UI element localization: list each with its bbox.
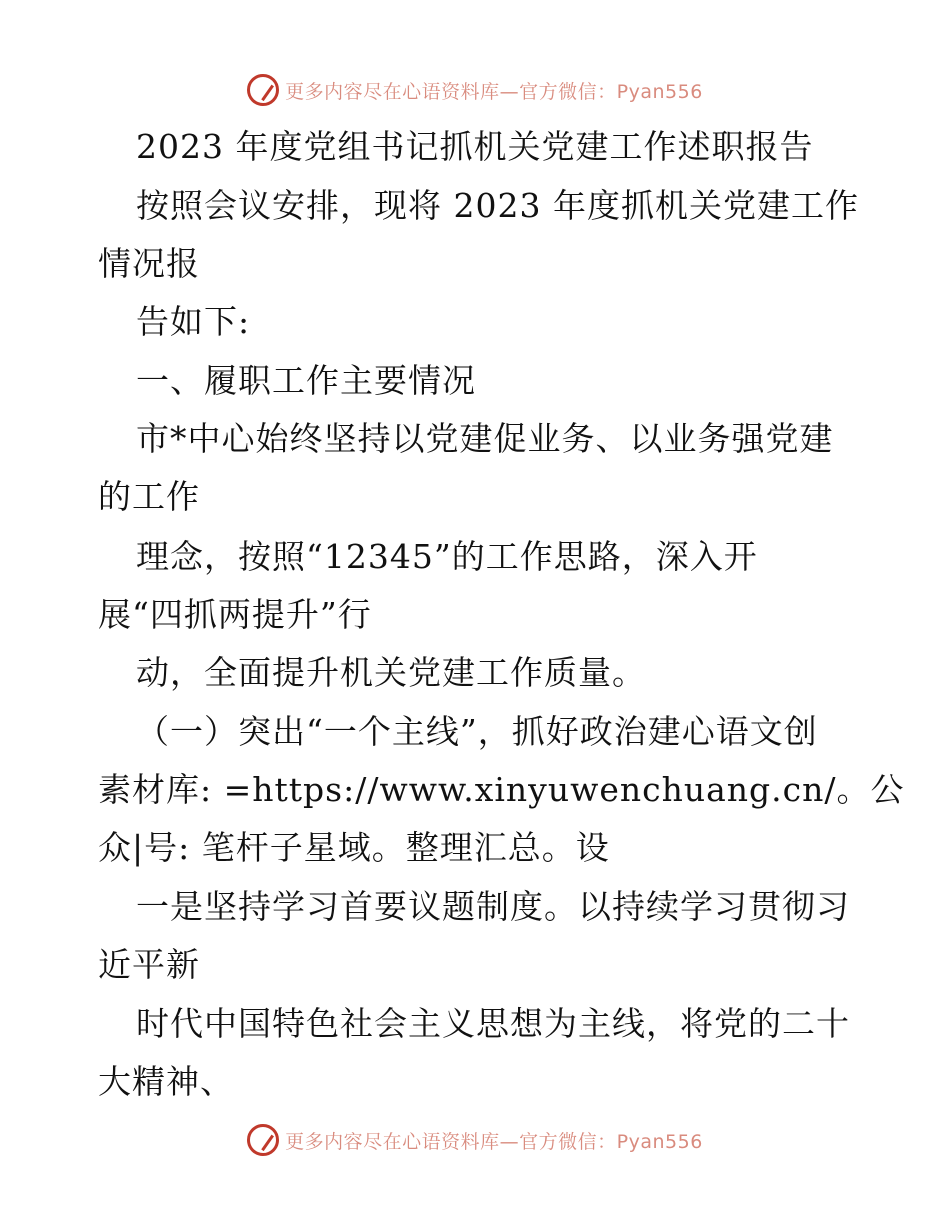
pen-logo-icon	[247, 74, 279, 106]
paragraph-line: 大精神、	[98, 1062, 234, 1101]
paragraph-line: 众|号: 笔杆子星域。整理汇总。设	[98, 828, 610, 867]
paragraph-line: 动，全面提升机关党建工作质量。	[136, 653, 646, 692]
pen-logo-icon	[247, 1124, 279, 1156]
section-heading: 一、履职工作主要情况	[136, 361, 476, 400]
paragraph-line: 的工作	[98, 477, 200, 516]
watermark-header	[0, 72, 950, 108]
paragraph-line: 素材库: =https://www.xinyuwenchuang.cn/。公	[98, 770, 905, 809]
watermark-footer	[0, 1122, 950, 1158]
paragraph-line: 市*中心始终坚持以党建促业务、以业务强党建	[136, 419, 834, 458]
paragraph-line: 理念，按照“12345”的工作思路，深入开	[136, 537, 758, 576]
paragraph-line: 时代中国特色社会主义思想为主线，将党的二十	[136, 1004, 850, 1043]
paragraph-line: 告如下:	[136, 302, 251, 341]
paragraph-line: 一是坚持学习首要议题制度。以持续学习贯彻习	[136, 887, 850, 926]
paragraph-line: 展“四抓两提升”行	[98, 595, 372, 634]
paragraph-line: 情况报	[98, 244, 200, 283]
doc-title: 2023 年度党组书记抓机关党建工作述职报告	[136, 127, 814, 166]
paragraph-line: 近平新	[98, 945, 200, 984]
paragraph-line: 按照会议安排，现将 2023 年度抓机关党建工作	[136, 186, 859, 225]
watermark-text: 更多内容尽在心语资料库—官方微信：Pyan556	[285, 80, 703, 103]
subsection-heading: （一）突出“一个主线”，抓好政治建心语文创	[136, 712, 818, 751]
watermark-text: 更多内容尽在心语资料库—官方微信：Pyan556	[285, 1130, 703, 1153]
